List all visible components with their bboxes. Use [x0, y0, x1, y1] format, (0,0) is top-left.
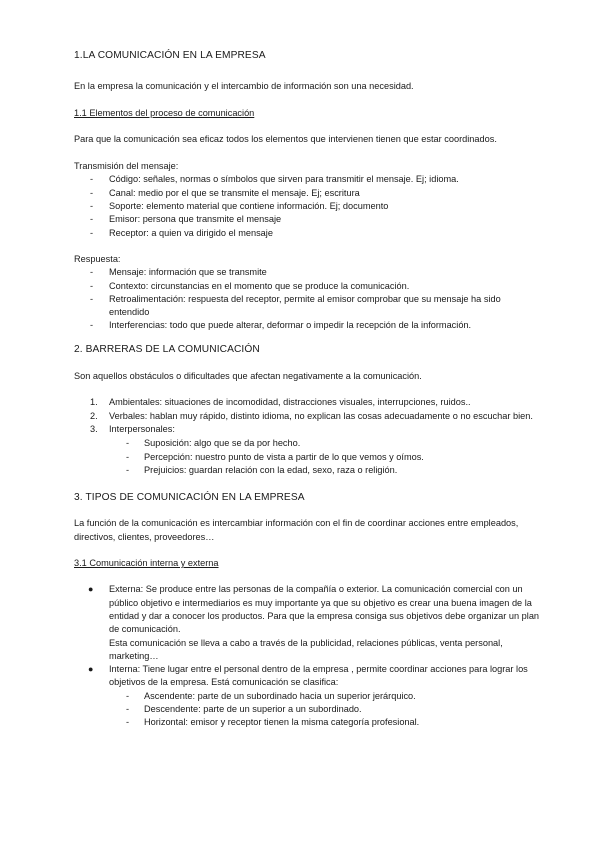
- section-2-intro: Son aquellos obstáculos o dificultades que afectan negativamente a la comunicación.: [74, 371, 422, 382]
- externa-text-2: Esta comunicación se lleva a cabo a través de la publicidad, relaciones públicas, venta personal, marketing…: [109, 637, 503, 661]
- list-item: - Retroalimentación: respuesta del receptor, permite al emisor comprobar que su mensaje ha sido entendido: [74, 293, 540, 320]
- list-item: - Soporte: elemento material que contiene información. Ej; documento: [74, 200, 540, 213]
- list-item: - Contexto: circunstancias en el momento que se produce la comunicación.: [74, 280, 540, 293]
- list-item: - Percepción: nuestro punto de vista a partir de lo que vemos y oímos.: [74, 451, 540, 464]
- list-item: [74, 396, 540, 409]
- section-3-intro: La función de la comunicación es intercambiar información con el fin de coordinar acciones entre empleados, directivos, clientes, proveedores…: [74, 518, 519, 542]
- list-item: - Interferencias: todo que puede alterar, deformar o impedir la recepción de la información.: [74, 319, 540, 332]
- bullet-icon: ●: [88, 584, 94, 595]
- list-item: [74, 410, 540, 423]
- section-3-1-title: 3.1 Comunicación interna y externa: [74, 558, 219, 569]
- item-text: Interpersonales:: [109, 423, 175, 434]
- interpersonales-list: [74, 437, 540, 477]
- list-item: - Mensaje: información que se transmite: [74, 266, 540, 279]
- interna-text: Interna: Tiene lugar entre el personal dentro de la empresa , permite coordinar acciones para lograr los objetivos de la empresa. Está comunicación se clasifica:: [109, 664, 528, 688]
- item-text: Ambientales: situaciones de incomodidad, distracciones visuales, interrupciones, ruidos..: [109, 397, 471, 408]
- interna-list: [74, 690, 540, 730]
- item-number: 2.: [90, 410, 98, 421]
- comunicacion-list: [74, 583, 540, 689]
- section-1-1-title: 1.1 Elementos del proceso de comunicación: [74, 107, 255, 118]
- list-item: - Horizontal: emisor y receptor tienen la misma categoría profesional.: [74, 716, 540, 729]
- list-item: - Código: señales, normas o símbolos que sirven para transmitir el mensaje. Ej; idioma.: [74, 173, 540, 186]
- respuesta-list: [74, 266, 540, 332]
- list-item: - Prejuicios: guardan relación con la edad, sexo, raza o religión.: [74, 464, 540, 477]
- list-item: - Emisor: persona que transmite el mensaje: [74, 213, 540, 226]
- externa-text: Externa: Se produce entre las personas de la compañía o exterior. La comunicación comercial con un público objetivo e intermediarios es muy importante ya que su objetivo es crear una buena imagen de la entidad y dar a conocer los productos. Para que la empresa consiga sus objetivos debe organizar un plan de comunicación.: [109, 584, 540, 635]
- list-item: - Receptor: a quien va dirigido el mensaje: [74, 227, 540, 240]
- list-item: - Canal: medio por el que se transmite el mensaje. Ej; escritura: [74, 187, 540, 200]
- list-item: - Ascendente: parte de un subordinado hacia un superior jerárquico.: [74, 690, 540, 703]
- bullet-icon: ●: [88, 664, 94, 675]
- section-1-1-paragraph: Para que la comunicación sea eficaz todos los elementos que intervienen tienen que estar coordinados.: [74, 133, 497, 144]
- list-item: - Descendente: parte de un superior a un subordinado.: [74, 703, 540, 716]
- list-item-externa: [74, 583, 540, 663]
- section-2-title: 2. BARRERAS DE LA COMUNICACIÓN: [74, 343, 260, 355]
- section-3-title: 3. TIPOS DE COMUNICACIÓN EN LA EMPRESA: [74, 492, 305, 504]
- transmision-label: Transmisión del mensaje:: [74, 161, 179, 172]
- transmision-list: [74, 173, 540, 239]
- section-1-intro: En la empresa la comunicación y el intercambio de información son una necesidad.: [74, 81, 414, 92]
- barreras-list: [74, 396, 540, 436]
- section-1-title: 1.LA COMUNICACIÓN EN LA EMPRESA: [74, 50, 266, 61]
- list-item: - Suposición: algo que se da por hecho.: [74, 437, 540, 450]
- item-number: 1.: [90, 397, 98, 408]
- list-item: [74, 423, 540, 436]
- list-item-interna: [74, 663, 540, 690]
- respuesta-label: Respuesta:: [74, 253, 121, 264]
- item-number: 3.: [90, 423, 98, 434]
- item-text: Verbales: hablan muy rápido, distinto idioma, no explican las cosas adecuadamente o no escuchar bien.: [109, 410, 533, 421]
